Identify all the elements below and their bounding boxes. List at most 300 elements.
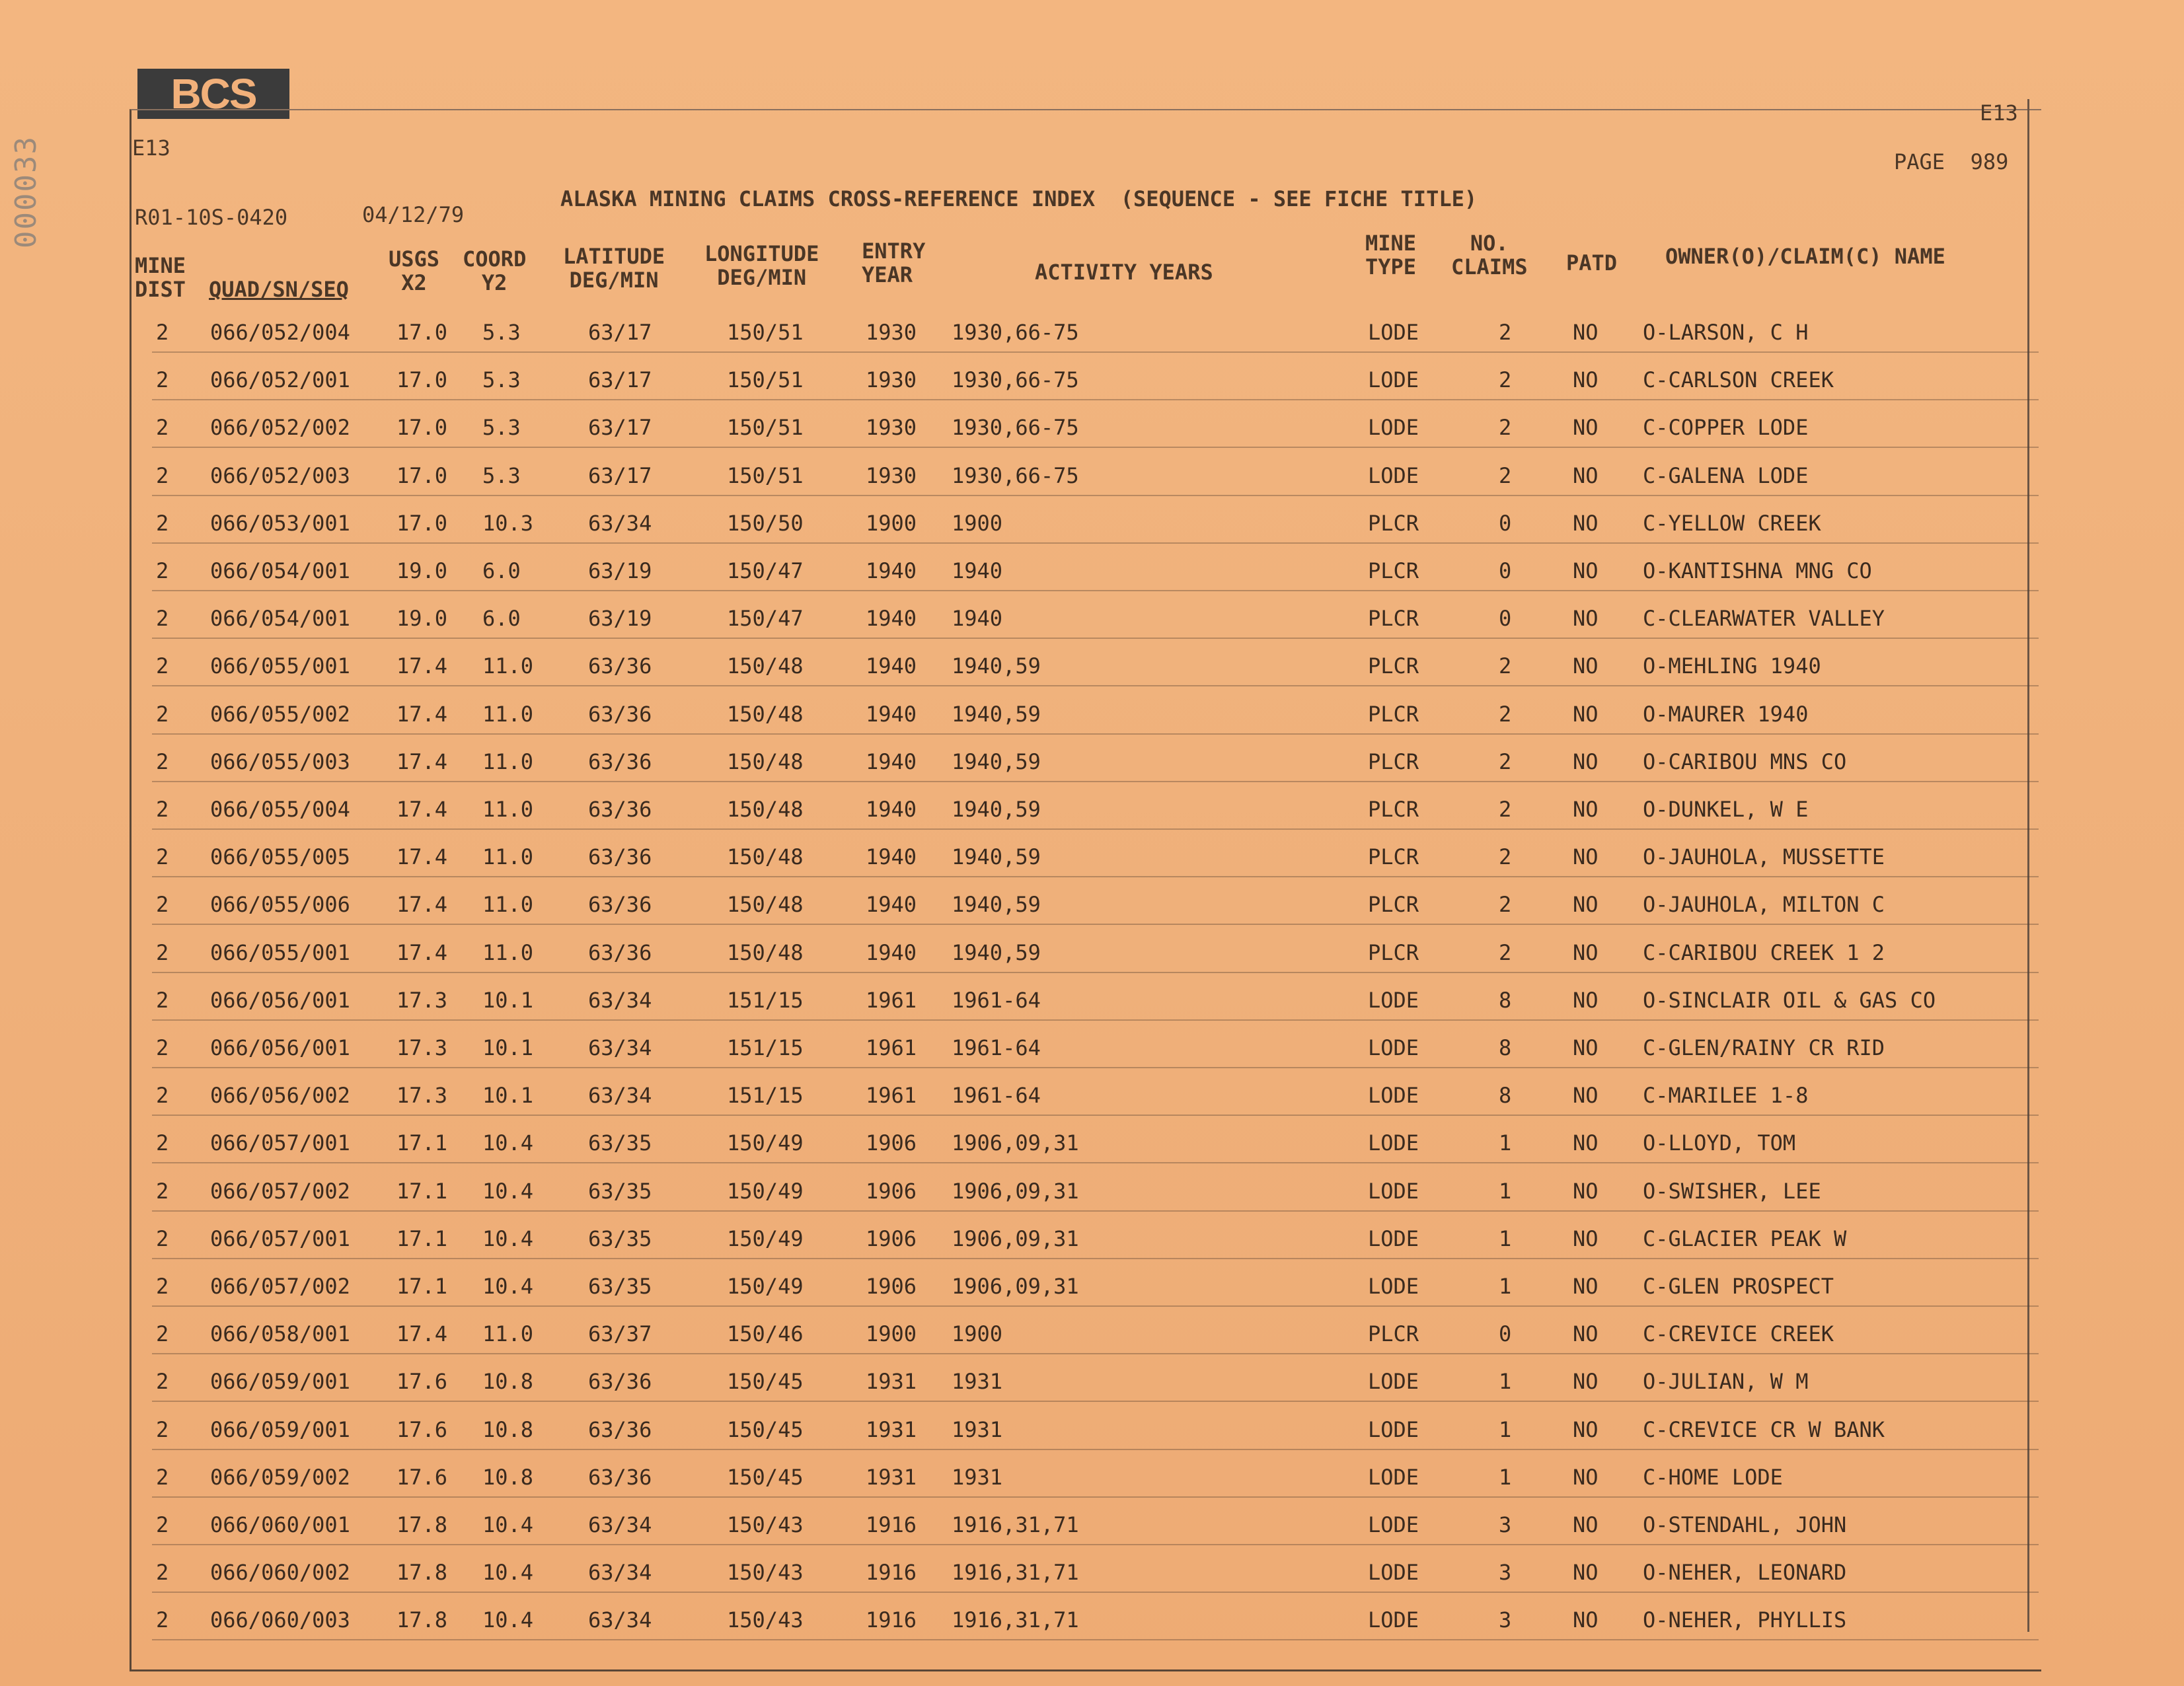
cell-y: 11.0: [482, 749, 534, 774]
cell-claims: 2: [1499, 892, 1512, 918]
cell-dist: 2: [156, 1560, 169, 1586]
cell-x: 17.1: [396, 1178, 448, 1204]
cell-quad: 066/052/004: [210, 320, 350, 345]
table-row: [0, 311, 2184, 358]
table-row: [0, 931, 2184, 978]
cell-claims: 0: [1499, 606, 1512, 632]
cell-quad: 066/052/001: [210, 367, 350, 393]
cell-type: PLCR: [1368, 939, 1419, 965]
cell-claims: 2: [1499, 797, 1512, 822]
cell-x: 19.0: [396, 558, 448, 583]
cell-claims: 0: [1499, 558, 1512, 583]
cell-y: 6.0: [482, 558, 521, 583]
cell-lat: 63/35: [588, 1274, 652, 1299]
cell-x: 17.8: [396, 1512, 448, 1537]
cell-claims: 2: [1499, 462, 1512, 488]
cell-activity: 1900: [952, 510, 1003, 536]
cell-quad: 066/056/001: [210, 987, 350, 1013]
cell-quad: 066/057/001: [210, 1226, 350, 1251]
cell-patd: NO: [1573, 1226, 1599, 1251]
cell-activity: 1906,09,31: [952, 1130, 1079, 1156]
cell-lon: 151/15: [727, 1035, 804, 1060]
cell-patd: NO: [1573, 510, 1599, 536]
cell-quad: 066/056/002: [210, 1083, 350, 1109]
cell-activity: 1900: [952, 1321, 1003, 1347]
cell-type: LODE: [1368, 1130, 1419, 1156]
col-header-y: COORD Y2: [463, 246, 527, 295]
table-row: [0, 835, 2184, 883]
cell-patd: NO: [1573, 1560, 1599, 1586]
cell-name: C-CARLSON CREEK: [1643, 367, 1834, 393]
table-row: [0, 788, 2184, 835]
cell-lat: 63/35: [588, 1130, 652, 1156]
cell-lat: 63/36: [588, 1464, 652, 1490]
cell-activity: 1940,59: [952, 797, 1041, 822]
cell-activity: 1940: [952, 606, 1003, 632]
cell-quad: 066/052/002: [210, 415, 350, 441]
cell-x: 17.6: [396, 1369, 448, 1395]
cell-patd: NO: [1573, 462, 1599, 488]
table-row: [0, 1408, 2184, 1455]
cell-activity: 1931: [952, 1416, 1003, 1442]
col-header-name: OWNER(O)/CLAIM(C) NAME: [1665, 244, 1945, 269]
cell-claims: 3: [1499, 1607, 1512, 1633]
cell-claims: 2: [1499, 320, 1512, 345]
cell-patd: NO: [1573, 844, 1599, 870]
table-row: [0, 1264, 2184, 1312]
cell-lon: 150/51: [727, 320, 804, 345]
cell-dist: 2: [156, 1464, 169, 1490]
cell-x: 17.3: [396, 987, 448, 1013]
cell-type: PLCR: [1368, 797, 1419, 822]
cell-patd: NO: [1573, 367, 1599, 393]
cell-y: 10.8: [482, 1369, 534, 1395]
cell-claims: 1: [1499, 1274, 1512, 1299]
cell-quad: 066/054/001: [210, 558, 350, 583]
cell-patd: NO: [1573, 1416, 1599, 1442]
cell-quad: 066/058/001: [210, 1321, 350, 1347]
cell-patd: NO: [1573, 558, 1599, 583]
cell-lat: 63/17: [588, 462, 652, 488]
cell-name: O-SINCLAIR OIL & GAS CO: [1643, 987, 1936, 1013]
report-title: ALASKA MINING CLAIMS CROSS-REFERENCE INDEX (SEQUENCE - SEE FICHE TITLE): [560, 186, 1478, 211]
cell-lat: 63/17: [588, 320, 652, 345]
cell-lat: 63/36: [588, 844, 652, 870]
cell-dist: 2: [156, 510, 169, 536]
cell-lat: 63/36: [588, 653, 652, 679]
cell-claims: 3: [1499, 1560, 1512, 1586]
cell-lat: 63/34: [588, 1560, 652, 1586]
cell-lon: 150/51: [727, 415, 804, 441]
cell-y: 11.0: [482, 653, 534, 679]
cell-type: PLCR: [1368, 1321, 1419, 1347]
cell-entry: 1940: [866, 844, 917, 870]
cell-patd: NO: [1573, 987, 1599, 1013]
cell-name: C-GLEN PROSPECT: [1643, 1274, 1834, 1299]
cell-entry: 1906: [866, 1226, 917, 1251]
cell-dist: 2: [156, 701, 169, 727]
cell-y: 10.4: [482, 1274, 534, 1299]
cell-lon: 150/49: [727, 1274, 804, 1299]
cell-entry: 1906: [866, 1178, 917, 1204]
cell-dist: 2: [156, 1369, 169, 1395]
cell-y: 11.0: [482, 797, 534, 822]
cell-lon: 150/45: [727, 1464, 804, 1490]
page-label: PAGE 989: [1894, 149, 2009, 174]
cell-y: 11.0: [482, 939, 534, 965]
cell-patd: NO: [1573, 606, 1599, 632]
cell-quad: 066/056/001: [210, 1035, 350, 1060]
table-row: [0, 597, 2184, 644]
cell-type: LODE: [1368, 1416, 1419, 1442]
cell-lat: 63/35: [588, 1226, 652, 1251]
cell-name: O-SWISHER, LEE: [1643, 1178, 1821, 1204]
cell-x: 17.4: [396, 892, 448, 918]
cell-y: 11.0: [482, 1321, 534, 1347]
cell-dist: 2: [156, 653, 169, 679]
col-header-x: USGS X2: [389, 246, 440, 295]
cell-type: LODE: [1368, 1464, 1419, 1490]
cell-activity: 1930,66-75: [952, 367, 1079, 393]
col-header-lon: LONGITUDE DEG/MIN: [704, 241, 819, 290]
cell-name: O-JULIAN, W M: [1643, 1369, 1809, 1395]
cell-name: C-GALENA LODE: [1643, 462, 1809, 488]
cell-quad: 066/055/002: [210, 701, 350, 727]
cell-type: LODE: [1368, 320, 1419, 345]
cell-lat: 63/34: [588, 1083, 652, 1109]
cell-entry: 1916: [866, 1607, 917, 1633]
cell-name: O-LARSON, C H: [1643, 320, 1809, 345]
cell-activity: 1931: [952, 1369, 1003, 1395]
cell-x: 17.4: [396, 939, 448, 965]
cell-quad: 066/055/006: [210, 892, 350, 918]
cell-lon: 150/45: [727, 1369, 804, 1395]
cell-type: PLCR: [1368, 653, 1419, 679]
cell-y: 10.8: [482, 1416, 534, 1442]
cell-entry: 1900: [866, 510, 917, 536]
cell-lon: 151/15: [727, 1083, 804, 1109]
cell-x: 17.0: [396, 320, 448, 345]
cell-patd: NO: [1573, 1512, 1599, 1537]
cell-lat: 63/37: [588, 1321, 652, 1347]
cell-patd: NO: [1573, 939, 1599, 965]
cell-type: PLCR: [1368, 749, 1419, 774]
cell-quad: 066/059/001: [210, 1369, 350, 1395]
cell-entry: 1931: [866, 1416, 917, 1442]
col-header-patd: PATD: [1566, 250, 1618, 275]
cell-claims: 2: [1499, 701, 1512, 727]
cell-activity: 1940,59: [952, 749, 1041, 774]
cell-type: LODE: [1368, 987, 1419, 1013]
cell-entry: 1940: [866, 939, 917, 965]
cell-x: 19.0: [396, 606, 448, 632]
cell-x: 17.8: [396, 1560, 448, 1586]
cell-claims: 1: [1499, 1369, 1512, 1395]
cell-lon: 150/47: [727, 558, 804, 583]
cell-y: 10.4: [482, 1512, 534, 1537]
cell-quad: 066/057/002: [210, 1274, 350, 1299]
cell-claims: 2: [1499, 415, 1512, 441]
cell-patd: NO: [1573, 797, 1599, 822]
cell-lon: 150/48: [727, 797, 804, 822]
cell-lat: 63/34: [588, 987, 652, 1013]
cell-lon: 150/49: [727, 1226, 804, 1251]
cell-dist: 2: [156, 797, 169, 822]
cell-patd: NO: [1573, 1035, 1599, 1060]
table-row: [0, 978, 2184, 1026]
cell-activity: 1916,31,71: [952, 1512, 1079, 1537]
cell-claims: 1: [1499, 1464, 1512, 1490]
cell-type: LODE: [1368, 1560, 1419, 1586]
cell-y: 10.8: [482, 1464, 534, 1490]
cell-x: 17.4: [396, 797, 448, 822]
cell-entry: 1906: [866, 1130, 917, 1156]
col-header-type: MINE TYPE: [1365, 231, 1417, 279]
cell-lon: 150/48: [727, 892, 804, 918]
cell-x: 17.4: [396, 844, 448, 870]
col-header-activity: ACTIVITY YEARS: [1035, 260, 1213, 285]
cell-dist: 2: [156, 1083, 169, 1109]
cell-patd: NO: [1573, 1130, 1599, 1156]
cell-x: 17.0: [396, 462, 448, 488]
cell-entry: 1940: [866, 653, 917, 679]
cell-x: 17.4: [396, 653, 448, 679]
cell-activity: 1930,66-75: [952, 462, 1079, 488]
cell-claims: 2: [1499, 844, 1512, 870]
cell-lon: 150/46: [727, 1321, 804, 1347]
cell-lat: 63/36: [588, 701, 652, 727]
cell-name: O-CARIBOU MNS CO: [1643, 749, 1847, 774]
cell-dist: 2: [156, 1512, 169, 1537]
cell-entry: 1900: [866, 1321, 917, 1347]
cell-activity: 1930,66-75: [952, 320, 1079, 345]
cell-name: C-MARILEE 1-8: [1643, 1083, 1809, 1109]
cell-name: O-JAUHOLA, MILTON C: [1643, 892, 1885, 918]
cell-type: LODE: [1368, 367, 1419, 393]
cell-dist: 2: [156, 1226, 169, 1251]
cell-claims: 1: [1499, 1226, 1512, 1251]
cell-type: LODE: [1368, 1369, 1419, 1395]
col-header-claims: NO. CLAIMS: [1451, 231, 1528, 279]
cell-name: C-CREVICE CREEK: [1643, 1321, 1834, 1347]
table-row: [0, 1121, 2184, 1169]
cell-quad: 066/055/003: [210, 749, 350, 774]
cell-patd: NO: [1573, 653, 1599, 679]
cell-lat: 63/36: [588, 797, 652, 822]
cell-y: 6.0: [482, 606, 521, 632]
cell-type: PLCR: [1368, 844, 1419, 870]
cell-name: C-COPPER LODE: [1643, 415, 1809, 441]
cell-lat: 63/34: [588, 510, 652, 536]
cell-y: 10.1: [482, 987, 534, 1013]
cell-y: 10.3: [482, 510, 534, 536]
cell-entry: 1961: [866, 987, 917, 1013]
cell-claims: 8: [1499, 1083, 1512, 1109]
cell-quad: 066/059/002: [210, 1464, 350, 1490]
cell-x: 17.0: [396, 415, 448, 441]
cell-name: O-NEHER, LEONARD: [1643, 1560, 1847, 1586]
cell-claims: 8: [1499, 1035, 1512, 1060]
table-row: [0, 549, 2184, 597]
cell-name: O-JAUHOLA, MUSSETTE: [1643, 844, 1885, 870]
table-row: [0, 1503, 2184, 1551]
cell-lon: 150/49: [727, 1178, 804, 1204]
table-row: [0, 1551, 2184, 1598]
cell-x: 17.0: [396, 510, 448, 536]
cell-dist: 2: [156, 1321, 169, 1347]
cell-name: O-MAURER 1940: [1643, 701, 1809, 727]
cell-dist: 2: [156, 415, 169, 441]
cell-x: 17.6: [396, 1416, 448, 1442]
cell-dist: 2: [156, 1130, 169, 1156]
cell-y: 10.4: [482, 1226, 534, 1251]
cell-y: 5.3: [482, 462, 521, 488]
cell-quad: 066/055/004: [210, 797, 350, 822]
cell-x: 17.1: [396, 1274, 448, 1299]
cell-y: 5.3: [482, 320, 521, 345]
table-row: [0, 406, 2184, 453]
cell-name: C-CLEARWATER VALLEY: [1643, 606, 1885, 632]
cell-activity: 1916,31,71: [952, 1560, 1079, 1586]
cell-lat: 63/34: [588, 1607, 652, 1633]
cell-lat: 63/36: [588, 749, 652, 774]
cell-name: O-MEHLING 1940: [1643, 653, 1821, 679]
table-row: [0, 1360, 2184, 1407]
cell-quad: 066/060/003: [210, 1607, 350, 1633]
cell-dist: 2: [156, 320, 169, 345]
cell-lat: 63/17: [588, 415, 652, 441]
cell-dist: 2: [156, 892, 169, 918]
cell-y: 10.4: [482, 1130, 534, 1156]
cell-lat: 63/35: [588, 1178, 652, 1204]
cell-x: 17.3: [396, 1083, 448, 1109]
cell-dist: 2: [156, 749, 169, 774]
cell-lon: 150/48: [727, 749, 804, 774]
cell-entry: 1940: [866, 797, 917, 822]
cell-lat: 63/17: [588, 367, 652, 393]
cell-lat: 63/36: [588, 1416, 652, 1442]
cell-lon: 150/47: [727, 606, 804, 632]
cell-dist: 2: [156, 1416, 169, 1442]
cell-name: O-NEHER, PHYLLIS: [1643, 1607, 1847, 1633]
film-id: 000033: [9, 135, 43, 248]
cell-x: 17.1: [396, 1226, 448, 1251]
cell-quad: 066/054/001: [210, 606, 350, 632]
cell-type: LODE: [1368, 415, 1419, 441]
cell-activity: 1961-64: [952, 1035, 1041, 1060]
cell-lat: 63/34: [588, 1512, 652, 1537]
cell-name: O-KANTISHNA MNG CO: [1643, 558, 1872, 583]
table-row: [0, 454, 2184, 501]
cell-patd: NO: [1573, 892, 1599, 918]
cell-entry: 1930: [866, 367, 917, 393]
cell-type: LODE: [1368, 1083, 1419, 1109]
cell-dist: 2: [156, 606, 169, 632]
col-header-dist: MINE DIST: [135, 253, 186, 302]
col-header-quad: QUAD/SN/SEQ: [209, 277, 349, 302]
cell-name: C-CREVICE CR W BANK: [1643, 1416, 1885, 1442]
table-row: [0, 644, 2184, 692]
table-row: [0, 1455, 2184, 1503]
cell-quad: 066/052/003: [210, 462, 350, 488]
cell-lon: 150/45: [727, 1416, 804, 1442]
cell-activity: 1940,59: [952, 653, 1041, 679]
cell-x: 17.6: [396, 1464, 448, 1490]
cell-activity: 1961-64: [952, 987, 1041, 1013]
table-row: [0, 1074, 2184, 1121]
cell-x: 17.3: [396, 1035, 448, 1060]
cell-type: PLCR: [1368, 701, 1419, 727]
cell-claims: 2: [1499, 749, 1512, 774]
cell-name: C-HOME LODE: [1643, 1464, 1783, 1490]
col-header-entry: ENTRY YEAR: [862, 238, 926, 287]
cell-dist: 2: [156, 1274, 169, 1299]
cell-entry: 1906: [866, 1274, 917, 1299]
table-row: [0, 501, 2184, 549]
cell-patd: NO: [1573, 701, 1599, 727]
table-row: [0, 1598, 2184, 1646]
cell-y: 10.1: [482, 1035, 534, 1060]
cell-dist: 2: [156, 844, 169, 870]
cell-activity: 1931: [952, 1464, 1003, 1490]
cell-lat: 63/36: [588, 892, 652, 918]
cell-lon: 150/48: [727, 844, 804, 870]
cell-lon: 150/49: [727, 1130, 804, 1156]
cell-entry: 1916: [866, 1512, 917, 1537]
cell-type: PLCR: [1368, 892, 1419, 918]
cell-type: LODE: [1368, 462, 1419, 488]
cell-type: LODE: [1368, 1274, 1419, 1299]
cell-y: 10.4: [482, 1607, 534, 1633]
cell-quad: 066/060/002: [210, 1560, 350, 1586]
cell-activity: 1906,09,31: [952, 1178, 1079, 1204]
cell-activity: 1940,59: [952, 844, 1041, 870]
table-row: [0, 883, 2184, 930]
cell-type: LODE: [1368, 1226, 1419, 1251]
cell-entry: 1931: [866, 1369, 917, 1395]
cell-patd: NO: [1573, 1083, 1599, 1109]
cell-claims: 3: [1499, 1512, 1512, 1537]
cell-claims: 1: [1499, 1130, 1512, 1156]
cell-claims: 2: [1499, 367, 1512, 393]
cell-lon: 150/48: [727, 701, 804, 727]
cell-lon: 150/48: [727, 653, 804, 679]
cell-claims: 0: [1499, 1321, 1512, 1347]
cell-y: 10.1: [482, 1083, 534, 1109]
cell-name: O-DUNKEL, W E: [1643, 797, 1809, 822]
cell-claims: 2: [1499, 939, 1512, 965]
cell-x: 17.4: [396, 749, 448, 774]
cell-lat: 63/19: [588, 558, 652, 583]
report-id: R01-10S-0420: [135, 205, 288, 230]
table-row: [0, 1217, 2184, 1264]
cell-type: PLCR: [1368, 510, 1419, 536]
table-row: [0, 358, 2184, 406]
cell-name: C-CARIBOU CREEK 1 2: [1643, 939, 1885, 965]
cell-y: 11.0: [482, 701, 534, 727]
cell-activity: 1916,31,71: [952, 1607, 1079, 1633]
cell-patd: NO: [1573, 1321, 1599, 1347]
cell-lon: 150/51: [727, 367, 804, 393]
cell-name: C-YELLOW CREEK: [1643, 510, 1821, 536]
table-row: [0, 740, 2184, 788]
cell-entry: 1931: [866, 1464, 917, 1490]
cell-dist: 2: [156, 367, 169, 393]
cell-entry: 1930: [866, 462, 917, 488]
cell-y: 11.0: [482, 844, 534, 870]
cell-lon: 151/15: [727, 987, 804, 1013]
cell-entry: 1940: [866, 749, 917, 774]
